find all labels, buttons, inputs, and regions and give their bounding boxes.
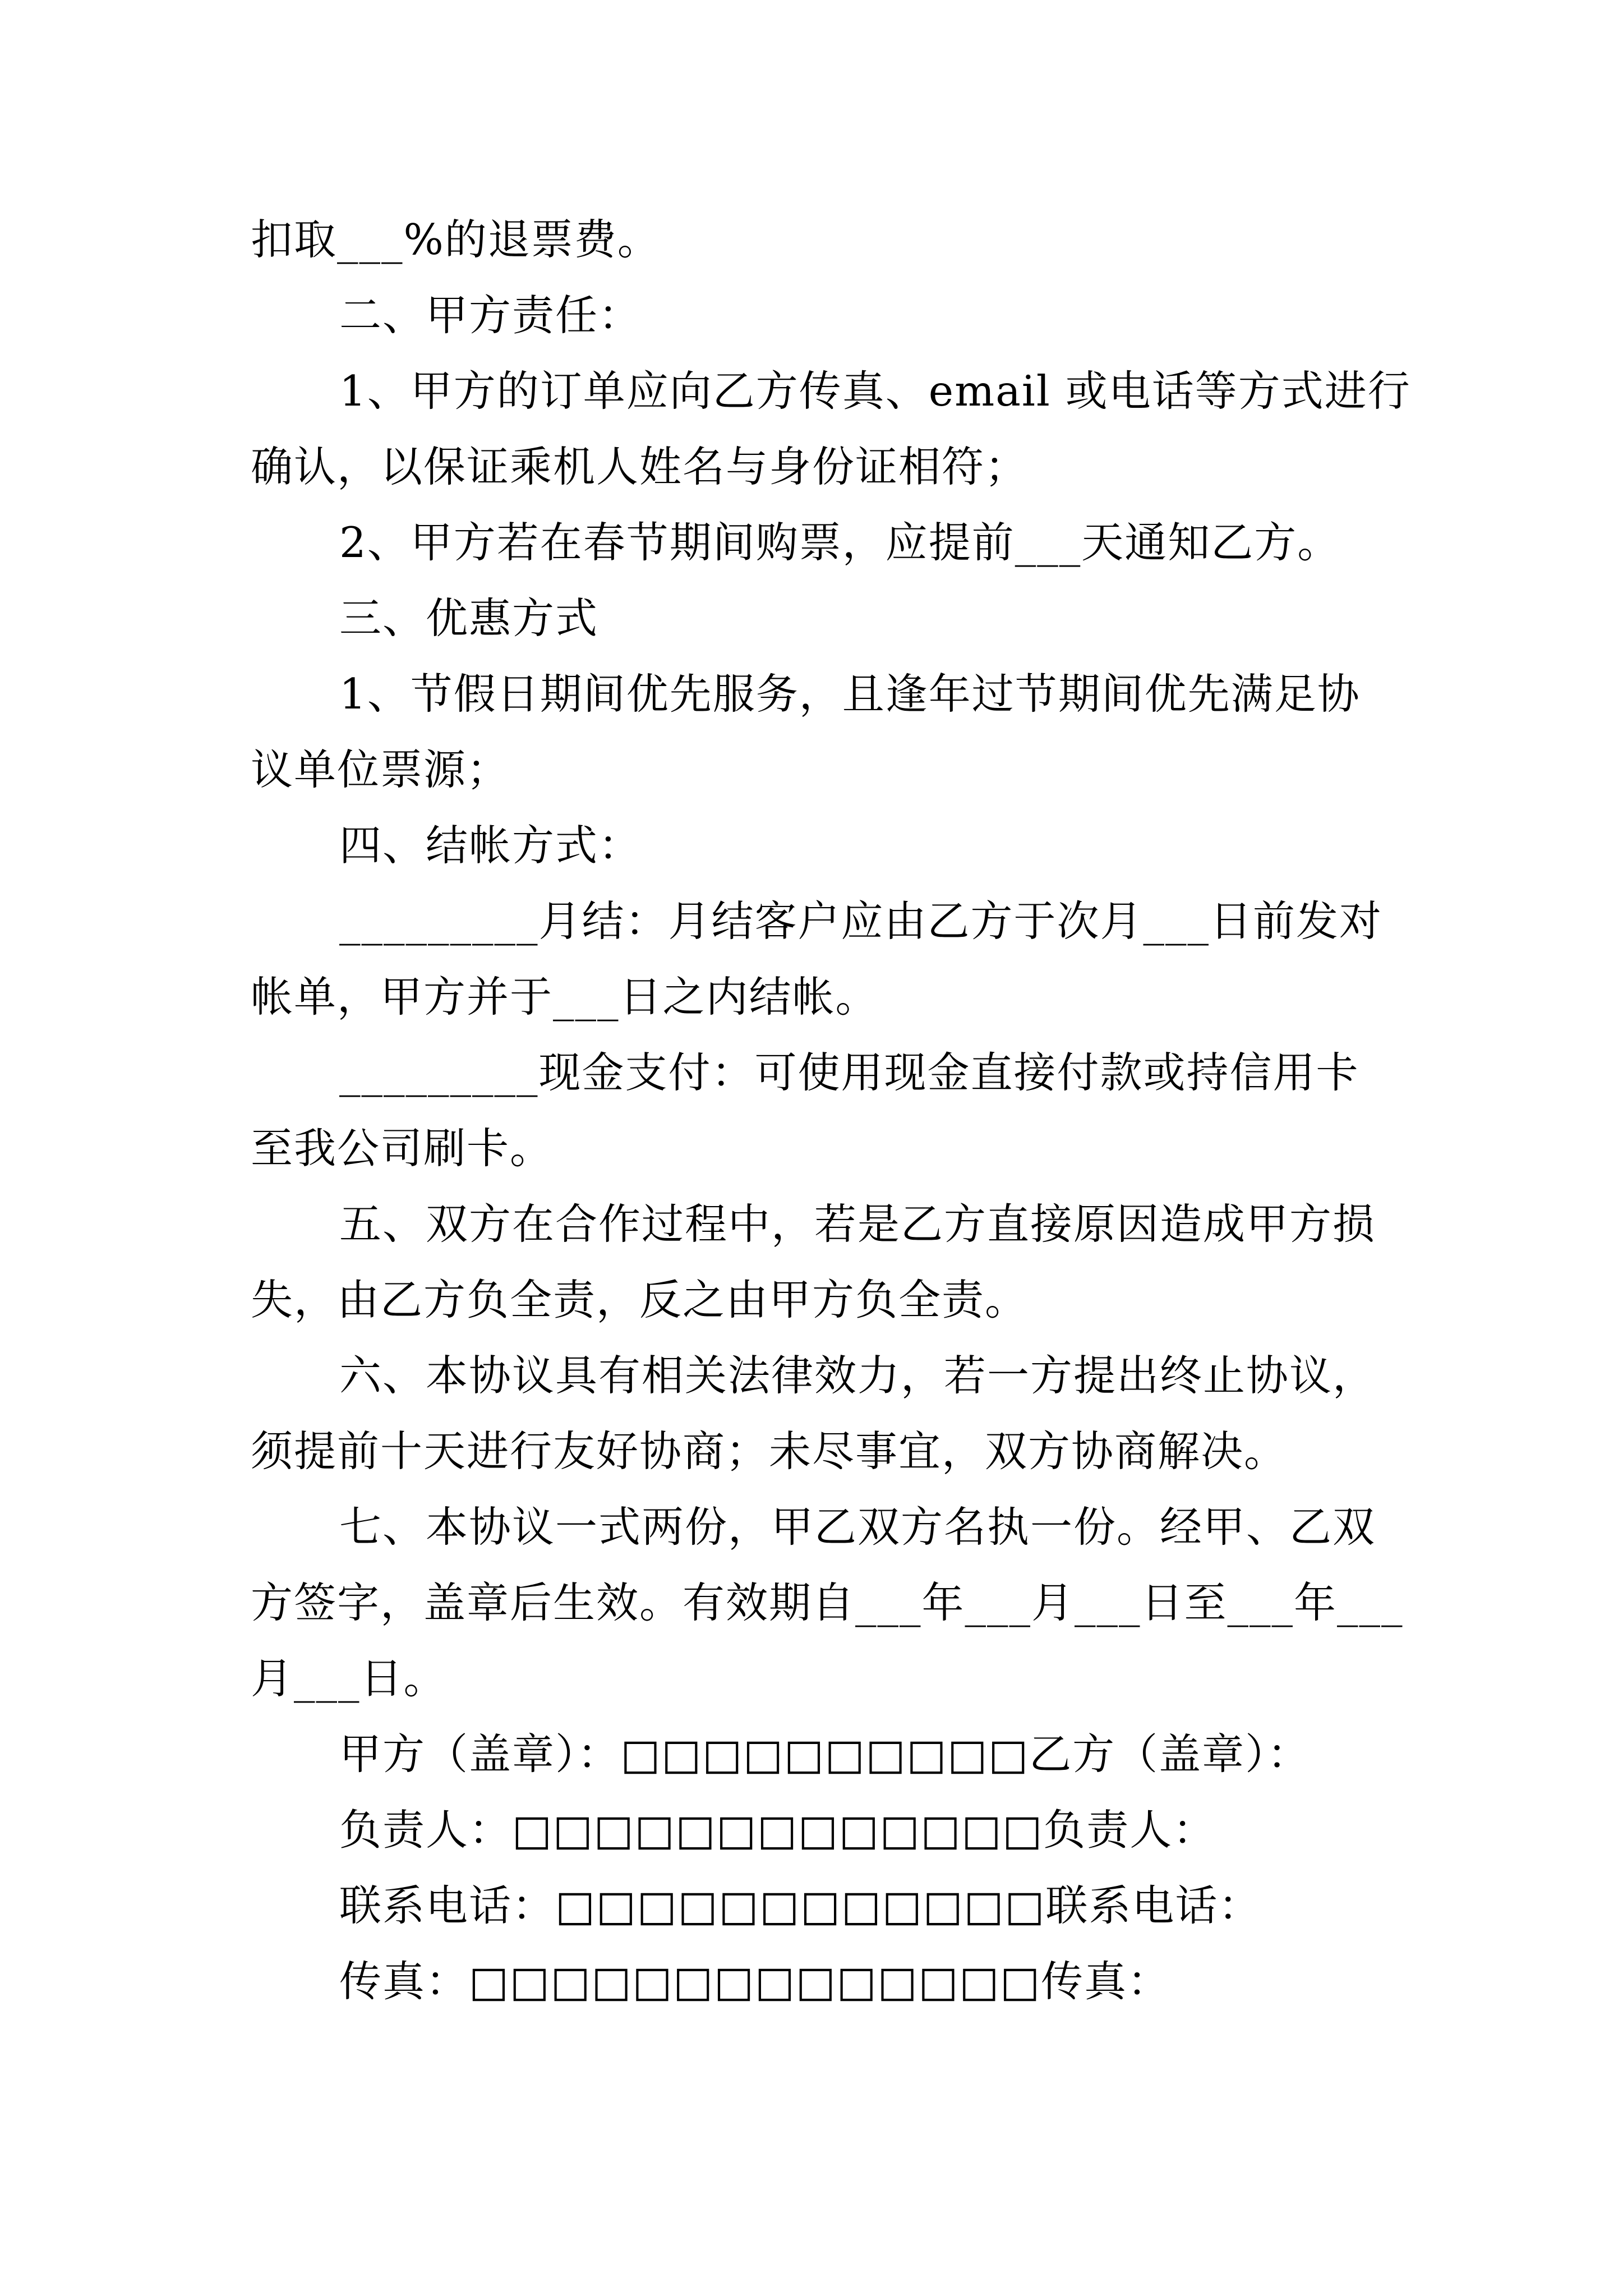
section-heading-discounts: 三、优惠方式 bbox=[339, 593, 599, 643]
signature-phone-row: 联系电话：□□□□□□□□□□□□联系电话： bbox=[339, 1881, 1262, 1930]
clause-order-confirmation-cont: 确认，以保证乘机人姓名与身份证相符； bbox=[251, 442, 1029, 491]
section-heading-settlement: 四、结帐方式： bbox=[339, 821, 642, 870]
clause-monthly-settlement-cont: 帐单，甲方并于___日之内结帐。 bbox=[251, 972, 879, 1022]
clause-copies-validity-cont: 方签字，盖章后生效。有效期自___年___月___日至___年___ bbox=[251, 1578, 1404, 1627]
refund-fee-clause-end: 扣取___%的退票费。 bbox=[251, 215, 661, 264]
clause-holiday-priority-cont: 议单位票源； bbox=[251, 745, 510, 794]
clause-order-confirmation: 1、甲方的订单应向乙方传真、email 或电话等方式进行 bbox=[339, 366, 1411, 416]
section-heading-party-a-duties: 二、甲方责任： bbox=[339, 291, 642, 340]
clause-holiday-priority: 1、节假日期间优先服务，且逢年过节期间优先满足协 bbox=[339, 669, 1361, 719]
clause-legal-effect: 六、本协议具有相关法律效力，若一方提出终止协议， bbox=[339, 1351, 1376, 1400]
signature-responsible-person-row: 负责人：□□□□□□□□□□□□□负责人： bbox=[339, 1805, 1216, 1855]
clause-legal-effect-cont: 须提前十天进行友好协商；未尽事宜，双方协商解决。 bbox=[251, 1427, 1288, 1476]
signature-fax-row: 传真：□□□□□□□□□□□□□□传真： bbox=[339, 1957, 1171, 2006]
clause-monthly-settlement: _________月结：月结客户应由乙方于次月___日前发对 bbox=[339, 896, 1383, 946]
signature-seal-row: 甲方（盖章）：□□□□□□□□□□乙方（盖章）： bbox=[339, 1729, 1311, 1779]
clause-copies-validity-end: 月___日。 bbox=[251, 1654, 447, 1703]
clause-liability: 五、双方在合作过程中，若是乙方直接原因造成甲方损 bbox=[339, 1199, 1376, 1249]
clause-cash-payment-cont: 至我公司刷卡。 bbox=[251, 1124, 554, 1173]
clause-spring-festival-notice: 2、甲方若在春节期间购票，应提前___天通知乙方。 bbox=[339, 518, 1341, 567]
clause-cash-payment: _________现金支付：可使用现金直接付款或持信用卡 bbox=[339, 1048, 1359, 1097]
clause-copies-validity: 七、本协议一式两份，甲乙双方名执一份。经甲、乙双 bbox=[339, 1502, 1376, 1552]
clause-liability-cont: 失，由乙方负全责，反之由甲方负全责。 bbox=[251, 1275, 1029, 1324]
